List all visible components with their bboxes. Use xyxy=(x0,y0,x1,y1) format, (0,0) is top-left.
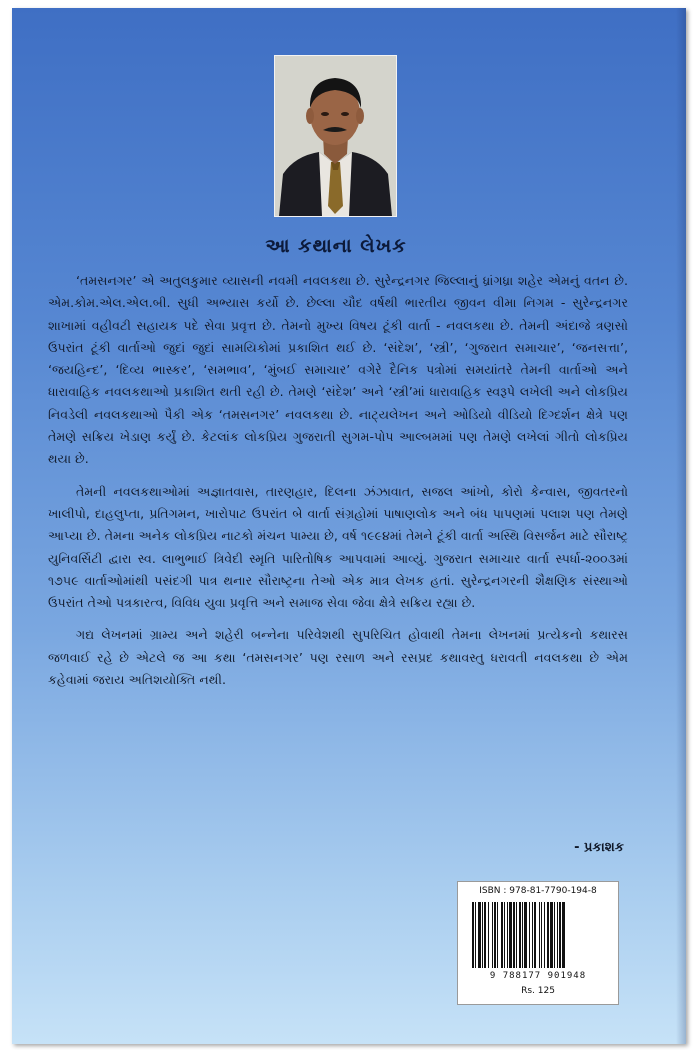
barcode-bar xyxy=(519,902,521,968)
barcode-digits: 9 788177 901948 xyxy=(489,971,587,981)
barcode-bar xyxy=(504,902,505,968)
price-text: Rs. 125 xyxy=(521,986,555,996)
bio-paragraph-2: તેમની નવલકથાઓમાં અજ્ઞાતવાસ, તારણહાર, દિલના ઝંઝાવાત, સજલ આંખો, કોરો કેન્વાસ, જીવતરનો ખાલીપો, દાહલુપ્તા, પ્રતિગમન, ખારોપાટ ઉપરાંત બે વાર્તા સંગ્રહોમાં પાષાણલોક અને બંધ પાપણમાં પલાશ પણ તેમણે આપ્યા છે. તેમના અનેક લોકપ્રિય નાટકો મંચન પામ્યા છે, વર્ષ ૧૯૯૪માં તેમને ટૂંકી વાર્તા અસ્થિ વિસર્જન માટે સૌરાષ્ટ્ર યુનિવર્સિટી દ્વારા સ્વ. લાભુભાઈ ત્રિવેદી સ્મૃતિ પારિતોષિક આપવામાં આવ્યું. ગુજરાત સમાચાર વાર્તા સ્પર્ધા-૨૦૦૩માં ૧૭૫૯ વાર્તાઓમાંથી પસંદગી પાત્ર થનાર સૌરાષ્ટ્રના તેઓ એક માત્ર લેખક હતાં. સુરેન્દ્રનગરની શૈક્ષણિક સંસ્થાઓ ઉપરાંત તેઓ પત્રકારત્વ, વિવિધ યુવા પ્રવૃત્તિ અને સમાજ સેવા જેવા ક્ષેત્રે સક્રિય રહ્યા છે. xyxy=(48,483,628,611)
author-photo xyxy=(274,55,397,217)
section-heading: આ કથાના લેખક xyxy=(265,235,407,257)
barcode-bar xyxy=(522,902,523,968)
barcode-bar xyxy=(492,902,493,968)
barcode-bar xyxy=(494,902,496,968)
barcode-bar xyxy=(482,902,483,968)
bio-paragraph-1: ‘તમસનગર’ એ અતુલકુમાર વ્યાસની નવમી નવલકથા છે. સુરેન્દ્રનગર જિલ્લાનું ધ્રાંગધ્રા શહેર એમનું વતન છે. એમ.કોમ.એલ.એલ.બી. સુધી અભ્યાસ કર્યો છે. છેલ્લા ચૌદ વર્ષથી ભારતીય જીવન વીમા નિગમ - સુરેન્દ્રનગર શાખામાં વહીવટી સહાયક પદે સેવા પ્રવૃત્ત છે. તેમનો મુખ્ય વિષય ટૂંકી વાર્તા - નવલકથા છે. તેમની અંદાજે ત્રણસો ઉપરાંત ટૂંકી વાર્તાઓ જુદાં જુદાં સામયિકોમાં પ્રકાશિત થઈ છે. ‘સંદેશ’, ‘સ્ત્રી’, ‘ગુજરાત સમાચાર’, ‘જનસત્તા’, ‘જયહિન્દ’, ‘દિવ્ય ભાસ્કર’, ‘સમભાવ’, ‘મુંબઈ સમાચાર’ વગેરે દૈનિક પત્રોમાં સમયાંતરે તેમની વાર્તાઓ અને ધારાવાહિક નવલકથાઓ પ્રકાશિત થતી રહી છે. તેમણે ‘સંદેશ’ અને ‘સ્ત્રી’માં ધારાવાહિક સ્વરૂપે લખેલી અને લોકપ્રિય નિવડેલી નવલકથાઓ પૈકી એક ‘તમસનગર’ નવલકથા છે. નાટ્યલેખન અને ઓડિયો વીડિયો દિગ્દર્શન ક્ષેત્રે પણ તેમણે સક્રિય ખેડાણ કર્યું છે. કેટલાંક લોકપ્રિય ગુજરાતી સુગમ-પોપ આલ્બમમાં પણ તેમણે લખેલાં ગીતો લોકપ્રિય થયા છે. xyxy=(48,273,628,467)
book-back-cover xyxy=(12,8,686,1044)
isbn-text: ISBN : 978-81-7790-194-8 xyxy=(479,886,597,896)
barcode-bar xyxy=(472,902,474,968)
barcode-bar xyxy=(547,902,549,968)
barcode-bar xyxy=(484,902,486,968)
barcode-bar xyxy=(513,902,515,968)
barcode-bar xyxy=(557,902,558,968)
barcode-bar xyxy=(559,902,561,968)
barcode-bar xyxy=(541,902,542,968)
barcode-bar xyxy=(550,902,553,968)
barcode-bar xyxy=(507,902,508,968)
barcode-bar xyxy=(497,902,498,968)
barcode-bars xyxy=(470,902,606,968)
cover-edge-shadow xyxy=(676,8,686,1044)
barcode-bar xyxy=(534,902,536,968)
barcode-bar xyxy=(516,902,517,968)
barcode-bar xyxy=(509,902,512,968)
barcode-bar xyxy=(562,902,565,968)
publisher-signature: - પ્રકાશક xyxy=(574,840,624,855)
author-bio xyxy=(48,270,628,701)
barcode-bar xyxy=(524,902,527,968)
bio-paragraph-3: ગદ્ય લેખનમાં ગ્રામ્ય અને શહેરી બન્નેના પરિવેશથી સુપરિચિત હોવાથી તેમના લેખનમાં પ્રત્યેકનો કથારસ જળવાઈ રહે છે એટલે જ આ કથા ‘તમસનગર’ પણ રસાળ અને રસપ્રદ કથાવસ્તુ ધરાવતી નવલકથા છે એમ કહેવામાં જરાય અતિશયોક્તિ નથી. xyxy=(48,627,628,688)
barcode-bar xyxy=(544,902,545,968)
barcode-bar xyxy=(501,902,503,968)
barcode-label xyxy=(457,881,619,1005)
barcode-bar xyxy=(475,902,476,968)
barcode-bar xyxy=(488,902,489,968)
barcode-bar xyxy=(532,902,533,968)
barcode-bar xyxy=(529,902,530,968)
barcode-bar xyxy=(539,902,540,968)
author-portrait-illustration xyxy=(275,56,396,216)
barcode-bar xyxy=(554,902,555,968)
barcode-bar xyxy=(478,902,481,968)
